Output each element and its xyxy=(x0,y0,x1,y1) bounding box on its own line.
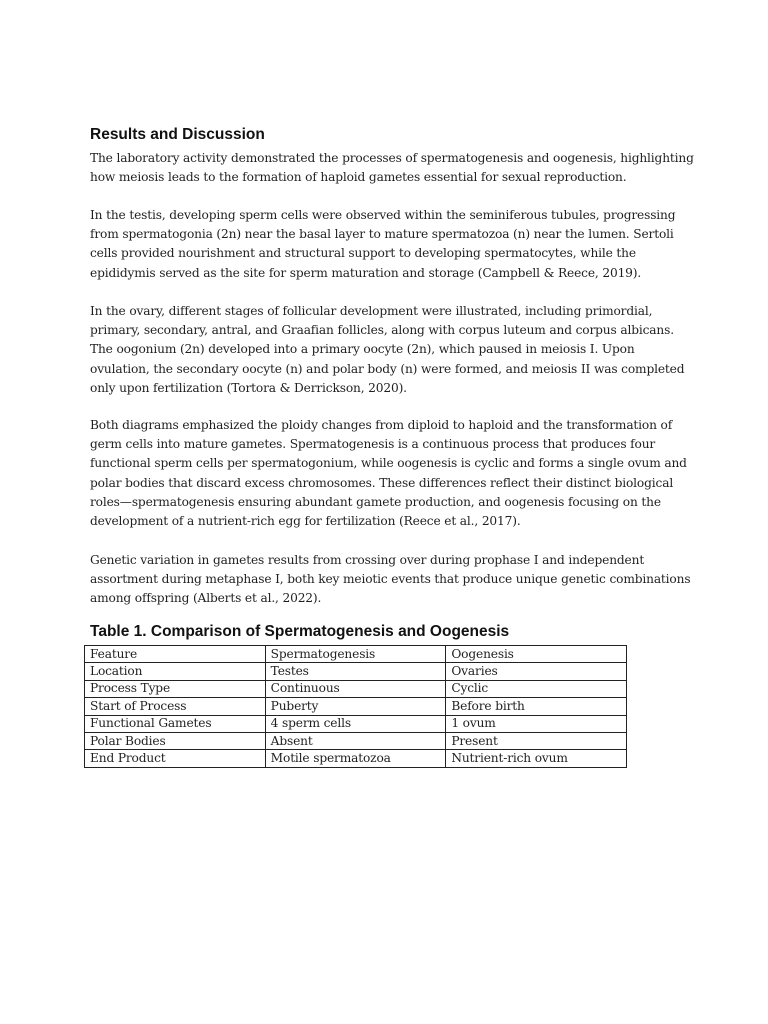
paragraph-line: Both diagrams emphasized the ploidy changes from diploid to haploid and the transformation of xyxy=(90,418,673,432)
paragraph-line: roles—spermatogenesis ensuring abundant gamete production, and oogenesis focusing on the xyxy=(90,494,661,509)
paragraph-line: The oogonium (2n) developed into a primary oocyte (2n), which paused in meiosis I. Upon xyxy=(90,342,635,357)
table-cell: Ovaries xyxy=(446,663,627,680)
paragraph-genetic-variation xyxy=(90,551,690,609)
table-row xyxy=(85,715,627,732)
table-cell: 1 ovum xyxy=(446,715,627,732)
paragraph-line: germ cells into mature gametes. Spermatogenesis is a continuous process that produces four xyxy=(90,437,656,452)
table-cell: Feature xyxy=(85,646,266,663)
paragraph-line: epididymis served as the site for sperm maturation and storage (Campbell & Reece, 2019). xyxy=(90,265,642,280)
paragraph-line: development of a nutrient-rich egg for fertilization (Reece et al., 2017). xyxy=(90,514,521,529)
paragraph-line: from spermatogonia (2n) near the basal layer to mature spermatozoa (n) near the lumen. Sertoli xyxy=(90,227,674,242)
paragraph-line: assortment during metaphase I, both key meiotic events that produce unique genetic combinations xyxy=(90,572,691,587)
table-row xyxy=(85,750,627,767)
table-row xyxy=(85,698,627,715)
table-cell: Spermatogenesis xyxy=(265,646,446,663)
table-cell: Cyclic xyxy=(446,680,627,697)
comparison-table xyxy=(84,645,627,768)
table-cell: Nutrient-rich ovum xyxy=(446,750,627,767)
table-cell: 4 sperm cells xyxy=(265,715,446,732)
paragraph-line: primary, secondary, antral, and Graafian follicles, along with corpus luteum and corpus albicans. xyxy=(90,323,674,338)
section-title: Results and Discussion xyxy=(90,126,265,143)
paragraph-line: how meiosis leads to the formation of haploid gametes essential for sexual reproduction. xyxy=(90,170,627,185)
table-cell: Functional Gametes xyxy=(85,715,266,732)
table-header-row xyxy=(85,646,627,663)
table-cell: Oogenesis xyxy=(446,646,627,663)
paragraph-line: ovulation, the secondary oocyte (n) and polar body (n) were formed, and meiosis II was completed xyxy=(90,361,685,376)
table-cell: End Product xyxy=(85,750,266,767)
table-row xyxy=(85,663,627,680)
paragraph-line: only upon fertilization (Tortora & Derrickson, 2020). xyxy=(90,380,407,395)
paragraph-line: cells provided nourishment and structural support to developing spermatocytes, while the xyxy=(90,246,636,261)
paragraph-line: In the ovary, different stages of follicular development were illustrated, including primordial, xyxy=(90,304,653,318)
paragraph-line: The laboratory activity demonstrated the processes of spermatogenesis and oogenesis, highlighting xyxy=(90,151,694,165)
table-cell: Puberty xyxy=(265,698,446,715)
table-row xyxy=(85,680,627,697)
paragraph-ovary xyxy=(90,302,690,398)
table-title: Table 1. Comparison of Spermatogenesis and Oogenesis xyxy=(90,623,510,640)
paragraph-line: functional sperm cells per spermatogonium, while oogenesis is cyclic and forms a single ovum and xyxy=(90,456,687,471)
paragraph-line: In the testis, developing sperm cells were observed within the seminiferous tubules, progressing xyxy=(90,208,676,222)
table-cell: Start of Process xyxy=(85,698,266,715)
table-cell: Process Type xyxy=(85,680,266,697)
table-cell: Continuous xyxy=(265,680,446,697)
paragraph-line: polar bodies that discard excess chromosomes. These differences reflect their distinct biological xyxy=(90,475,674,490)
table-cell: Testes xyxy=(265,663,446,680)
table-cell: Motile spermatozoa xyxy=(265,750,446,767)
paragraph-intro xyxy=(90,149,694,187)
table-row xyxy=(85,732,627,749)
table-cell: Location xyxy=(85,663,266,680)
table-cell: Absent xyxy=(265,732,446,749)
table-cell: Polar Bodies xyxy=(85,732,266,749)
paragraph-comparison xyxy=(90,416,690,531)
table-cell: Before birth xyxy=(446,698,627,715)
paragraph-line: among offspring (Alberts et al., 2022). xyxy=(90,591,322,606)
paragraph-line: Genetic variation in gametes results from crossing over during prophase I and independent xyxy=(90,553,645,567)
paragraph-testis xyxy=(90,206,690,283)
table-cell: Present xyxy=(446,732,627,749)
